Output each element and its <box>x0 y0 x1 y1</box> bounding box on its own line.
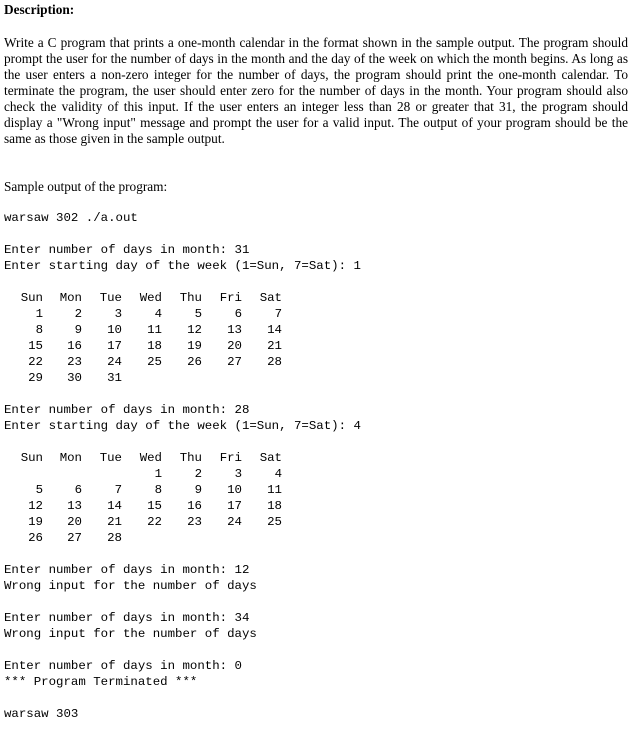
calendar-day-cell: 5 <box>35 483 43 497</box>
calendar-day-cell: 12 <box>187 323 202 337</box>
description-heading: Description: <box>4 2 75 17</box>
error-message-1: Wrong input for the number of days <box>4 579 257 593</box>
calendar-day-cell: 20 <box>227 339 242 353</box>
calendar-day-cell: 26 <box>187 355 202 369</box>
calendar-day-cell: 23 <box>67 355 82 369</box>
shell-command: warsaw 302 ./a.out <box>4 211 138 225</box>
calendar-day-cell: 17 <box>227 499 242 513</box>
weekday-header-mon: Mon <box>59 291 82 305</box>
weekday-header-fri: Fri <box>219 451 242 465</box>
weekday-header-thu: Thu <box>179 291 202 305</box>
prompt-start-day-2: Enter starting day of the week (1=Sun, 7=Sat): 4 <box>4 419 361 433</box>
calendar-day-cell: 22 <box>28 355 43 369</box>
weekday-header-sat: Sat <box>259 451 282 465</box>
calendar-day-cell: 30 <box>67 371 82 385</box>
calendar-day-cell: 6 <box>74 483 82 497</box>
calendar-day-cell: 21 <box>107 515 122 529</box>
calendar-day-cell: 11 <box>267 483 282 497</box>
calendar-day-cell: 10 <box>107 323 122 337</box>
weekday-header-tue: Tue <box>99 291 122 305</box>
prompt-start-day-1: Enter starting day of the week (1=Sun, 7=Sat): 1 <box>4 259 361 273</box>
error-message-2: Wrong input for the number of days <box>4 627 257 641</box>
calendar-day-cell: 18 <box>147 339 162 353</box>
calendar-day-cell: 8 <box>35 323 43 337</box>
calendar-day-cell: 24 <box>227 515 242 529</box>
calendar-day-cell: 4 <box>154 307 162 321</box>
calendar-day-cell: 24 <box>107 355 122 369</box>
shell-prompt: warsaw 303 <box>4 707 79 721</box>
calendar-day-cell: 10 <box>227 483 242 497</box>
calendar-day-cell: 2 <box>194 467 202 481</box>
calendar-day-cell: 14 <box>107 499 122 513</box>
calendar-day-cell: 25 <box>147 355 162 369</box>
weekday-header-mon: Mon <box>59 451 82 465</box>
calendar-day-cell: 9 <box>74 323 82 337</box>
weekday-header-tue: Tue <box>99 451 122 465</box>
calendar-day-cell: 15 <box>28 339 43 353</box>
weekday-header-sat: Sat <box>259 291 282 305</box>
prompt-days-4: Enter number of days in month: 34 <box>4 611 250 625</box>
calendar-day-cell: 27 <box>227 355 242 369</box>
weekday-header-thu: Thu <box>179 451 202 465</box>
weekday-header-wed: Wed <box>139 291 162 305</box>
calendar-day-cell: 26 <box>28 531 43 545</box>
calendar-day-cell: 28 <box>107 531 122 545</box>
calendar-day-cell: 7 <box>114 483 122 497</box>
calendar-day-cell: 15 <box>147 499 162 513</box>
calendar-day-cell: 5 <box>194 307 202 321</box>
calendar-day-cell: 13 <box>227 323 242 337</box>
weekday-header-fri: Fri <box>219 291 242 305</box>
calendar-day-cell: 8 <box>154 483 162 497</box>
weekday-header-sun: Sun <box>20 291 43 305</box>
calendar-day-cell: 28 <box>267 355 282 369</box>
calendar-day-cell: 11 <box>147 323 162 337</box>
calendar-day-cell: 16 <box>187 499 202 513</box>
calendar-day-cell: 3 <box>114 307 122 321</box>
calendar-day-cell: 27 <box>67 531 82 545</box>
prompt-days-3: Enter number of days in month: 12 <box>4 563 250 577</box>
description-paragraph: Write a C program that prints a one-month calendar in the format shown in the sample output. The program should prompt the user for the number of days in the month and the day of the week on which the month begins. As long as the user enters a non-zero integer for the number of days, the program should print the one-month calendar. To terminate the program, the user should enter zero for the number of days in the month. Your program should also check the validity of this input. If the user enters an integer less than 28 or greater that 31, the program should display a "Wrong input" message and prompt the user for a valid input. The output of your program should be the same as those given in the sample output. <box>4 35 628 146</box>
calendar-day-cell: 22 <box>147 515 162 529</box>
calendar-day-cell: 4 <box>274 467 282 481</box>
calendar-day-cell: 20 <box>67 515 82 529</box>
weekday-header-sun: Sun <box>20 451 43 465</box>
weekday-header-wed: Wed <box>139 451 162 465</box>
calendar-day-cell: 23 <box>187 515 202 529</box>
calendar-day-cell: 31 <box>107 371 122 385</box>
termination-message: *** Program Terminated *** <box>4 675 198 689</box>
prompt-days-1: Enter number of days in month: 31 <box>4 243 250 257</box>
calendar-day-cell: 19 <box>187 339 202 353</box>
calendar-day-cell: 9 <box>194 483 202 497</box>
calendar-day-cell: 29 <box>28 371 43 385</box>
calendar-day-cell: 7 <box>274 307 282 321</box>
prompt-days-2: Enter number of days in month: 28 <box>4 403 250 417</box>
calendar-day-cell: 25 <box>267 515 282 529</box>
calendar-day-cell: 21 <box>267 339 282 353</box>
calendar-day-cell: 17 <box>107 339 122 353</box>
calendar-day-cell: 14 <box>267 323 282 337</box>
calendar-day-cell: 6 <box>234 307 242 321</box>
calendar-day-cell: 18 <box>267 499 282 513</box>
calendar-day-cell: 13 <box>67 499 82 513</box>
calendar-day-cell: 1 <box>35 307 43 321</box>
calendar-day-cell: 1 <box>154 467 162 481</box>
calendar-day-cell: 19 <box>28 515 43 529</box>
calendar-day-cell: 12 <box>28 499 43 513</box>
calendar-day-cell: 3 <box>234 467 242 481</box>
calendar-day-cell: 2 <box>74 307 82 321</box>
calendar-day-cell: 16 <box>67 339 82 353</box>
sample-output-label: Sample output of the program: <box>4 179 168 194</box>
prompt-days-5: Enter number of days in month: 0 <box>4 659 242 673</box>
